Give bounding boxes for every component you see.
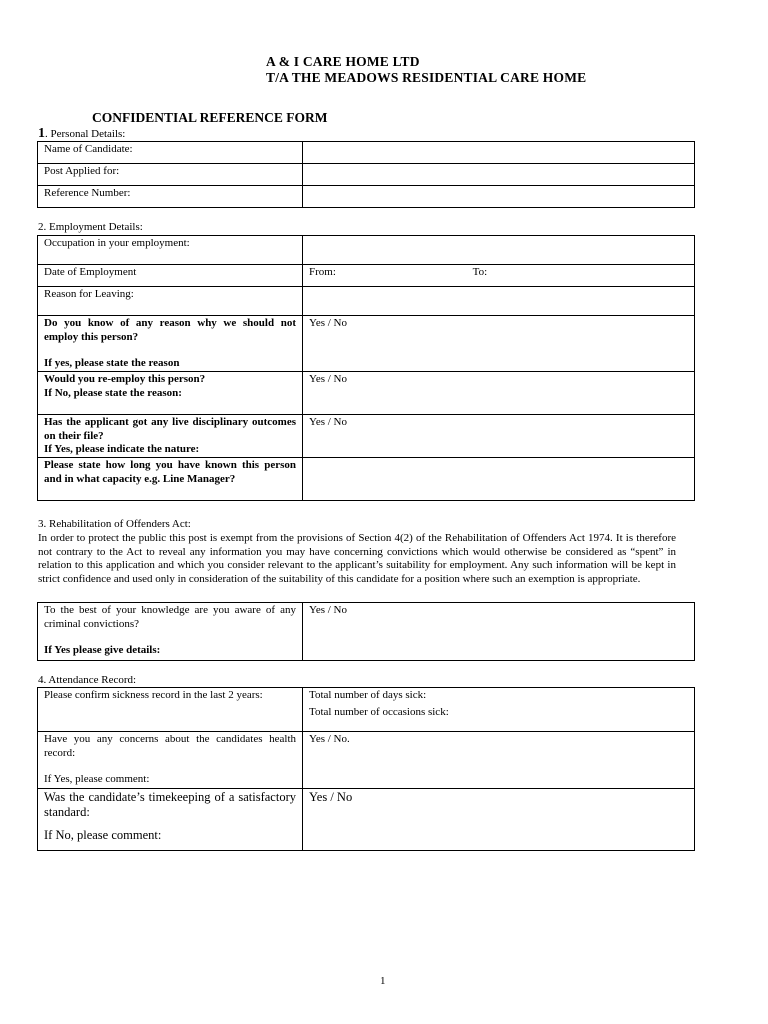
convictions-table: [37, 602, 695, 661]
question-text: Was the candidate’s timekeeping of a satisfactory standard:: [44, 790, 296, 819]
question-follow-up: If Yes, please indicate the nature:: [44, 443, 200, 455]
section-1-number: 1: [38, 126, 45, 141]
name-of-candidate-label: Name of Candidate:: [38, 142, 303, 164]
days-sick-label: Total number of days sick:: [309, 689, 427, 701]
table-row: [38, 186, 695, 208]
personal-details-table: [37, 141, 695, 208]
timekeeping-question: [38, 789, 303, 851]
disciplinary-question: [38, 415, 303, 458]
question-text: To the best of your knowledge are you aware of any criminal convictions?: [44, 604, 296, 630]
disciplinary-answer[interactable]: Yes / No: [303, 415, 695, 458]
occupation-field[interactable]: [303, 236, 695, 265]
date-of-employment-field[interactable]: [303, 265, 695, 287]
table-row: [38, 265, 695, 287]
known-duration-question: Please state how long you have known this person and in what capacity e.g. Line Manager?: [38, 458, 303, 501]
trading-name: T/A THE MEADOWS RESIDENTIAL CARE HOME: [266, 70, 587, 85]
table-row: [38, 372, 695, 415]
table-row: [38, 732, 695, 789]
question-text: Would you re-employ this person?: [44, 373, 206, 385]
health-record-question: [38, 732, 303, 789]
question-text: Have you any concerns about the candidates health record:: [44, 733, 296, 759]
name-of-candidate-field[interactable]: [303, 142, 695, 164]
health-record-answer[interactable]: Yes / No.: [303, 732, 695, 789]
timekeeping-answer[interactable]: Yes / No: [303, 789, 695, 851]
known-duration-field[interactable]: [303, 458, 695, 501]
question-text: Has the applicant got any live disciplinary outcomes on their file?: [44, 416, 296, 442]
section-3-title: 3. Rehabilitation of Offenders Act:: [38, 518, 191, 530]
table-row: [38, 789, 695, 851]
table-row: [38, 164, 695, 186]
rehabilitation-paragraph: In order to protect the public this post is exempt from the provisions of Section 4(2) of the Rehabilitation of Offenders Act 1974. It is therefore not contrary to the Act to reveal any information you may have concerning convictions which would otherwise be considered as “spent” in relation to this application and which you consider relevant to the applicant’s suitability for employment. Any such information will be kept in strict confidence and used only in consideration of the suitability of this candidate for a position where such an exemption is appropriate.: [38, 532, 676, 585]
table-row: [38, 142, 695, 164]
date-of-employment-label: Date of Employment: [38, 265, 303, 287]
form-title: CONFIDENTIAL REFERENCE FORM: [92, 110, 328, 125]
question-follow-up: If Yes, please comment:: [44, 773, 150, 785]
question-follow-up: If Yes please give details:: [44, 644, 161, 656]
section-1-title: [38, 126, 125, 142]
sickness-record-question: Please confirm sickness record in the last 2 years:: [38, 688, 303, 732]
reason-not-employ-question: [38, 316, 303, 372]
reference-number-field[interactable]: [303, 186, 695, 208]
occupation-label: Occupation in your employment:: [38, 236, 303, 265]
reference-number-label: Reference Number:: [38, 186, 303, 208]
reason-for-leaving-field[interactable]: [303, 287, 695, 316]
from-label: From:: [309, 266, 336, 278]
occasions-sick-label: Total number of occasions sick:: [309, 705, 449, 718]
question-follow-up: If yes, please state the reason: [44, 357, 180, 369]
section-4-title: 4. Attendance Record:: [38, 674, 137, 686]
table-row: [38, 236, 695, 265]
question-follow-up: If No, please comment:: [44, 828, 162, 842]
reason-for-leaving-label: Reason for Leaving:: [38, 287, 303, 316]
table-row: [38, 415, 695, 458]
section-2-title: 2. Employment Details:: [38, 221, 143, 233]
page-number: 1: [380, 975, 386, 987]
post-applied-field[interactable]: [303, 164, 695, 186]
reason-not-employ-answer[interactable]: Yes / No: [303, 316, 695, 372]
table-row: [38, 603, 695, 661]
convictions-answer[interactable]: Yes / No: [303, 603, 695, 661]
convictions-question: [38, 603, 303, 661]
table-row: [38, 688, 695, 732]
employment-details-table: [37, 235, 695, 501]
post-applied-label: Post Applied for:: [38, 164, 303, 186]
question-follow-up: If No, please state the reason:: [44, 386, 182, 399]
question-text: Do you know of any reason why we should not employ this person?: [44, 317, 296, 343]
re-employ-answer[interactable]: Yes / No: [303, 372, 695, 415]
attendance-table: [37, 687, 695, 851]
to-label: To:: [472, 266, 488, 278]
company-name: A & I CARE HOME LTD: [266, 54, 420, 69]
section-1-label: . Personal Details:: [45, 128, 126, 140]
table-row: [38, 458, 695, 501]
sickness-record-answer[interactable]: [303, 688, 695, 732]
table-row: [38, 316, 695, 372]
re-employ-question: [38, 372, 303, 415]
table-row: [38, 287, 695, 316]
